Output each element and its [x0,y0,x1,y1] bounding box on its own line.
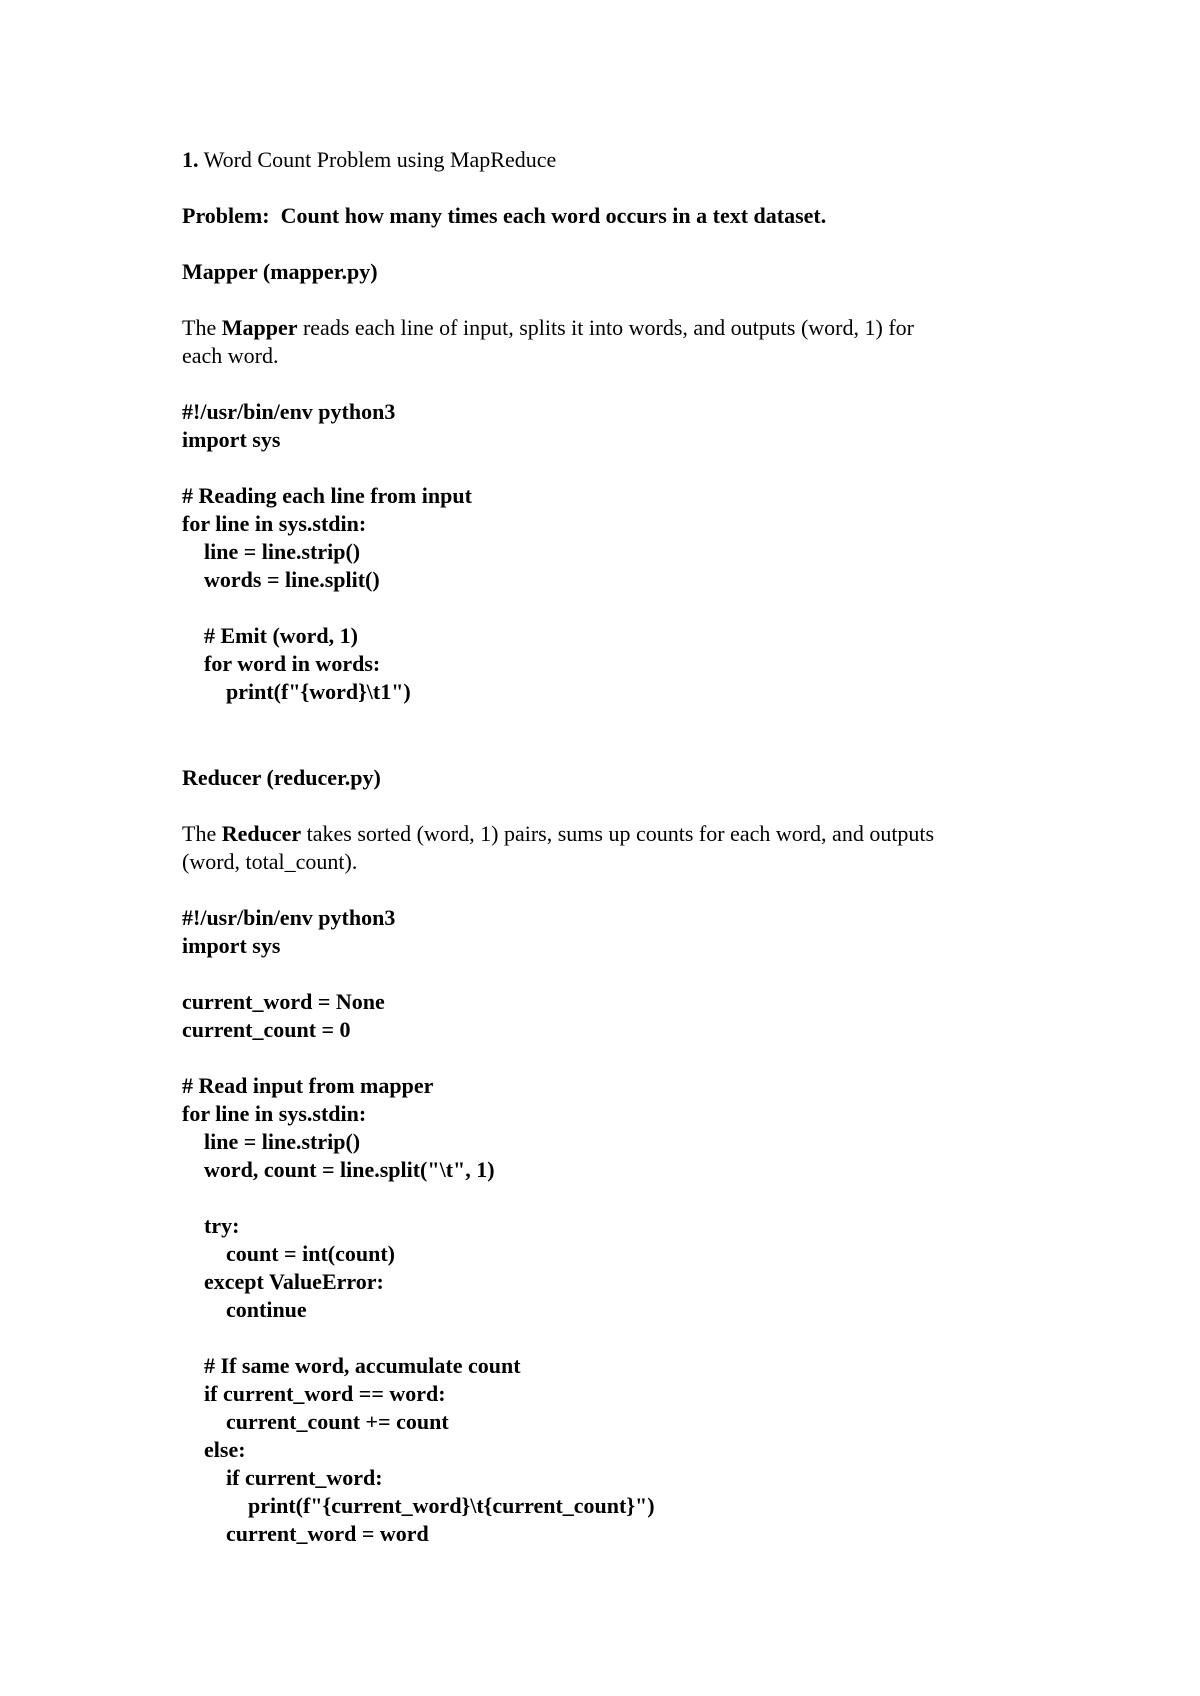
reducer-code-line: word, count = line.split("\t", 1) [182,1157,495,1182]
reducer-code-line: if current_word == word: [182,1381,446,1406]
reducer-code-line: current_count = 0 [182,1017,351,1042]
mapper-code-line: line = line.strip() [182,539,361,564]
reducer-code-line: #!/usr/bin/env python3 [182,905,396,930]
mapper-code-line: # Emit (word, 1) [182,623,358,648]
mapper-code-line: # Reading each line from input [182,483,472,508]
reducer-code-line: line = line.strip() [182,1129,361,1154]
reducer-desc-pre: The [182,821,222,846]
mapper-desc-pre: The [182,315,222,340]
mapper-code-line: words = line.split() [182,567,380,592]
reducer-code-line: for line in sys.stdin: [182,1101,367,1126]
problem-statement: Problem: Count how many times each word occurs in a text dataset. [182,203,827,228]
reducer-code-line: # If same word, accumulate count [182,1353,521,1378]
reducer-code-line: if current_word: [182,1465,383,1490]
mapper-desc-bold: Mapper [221,315,298,340]
reducer-code-line: count = int(count) [182,1241,395,1266]
reducer-description-line2: (word, total_count). [182,849,358,874]
reducer-code-line: # Read input from mapper [182,1073,434,1098]
reducer-code-line: current_count += count [182,1409,449,1434]
reducer-code-line: print(f"{current_word}\t{current_count}") [182,1493,655,1518]
mapper-code-line: #!/usr/bin/env python3 [182,399,396,424]
reducer-desc-post: takes sorted (word, 1) pairs, sums up counts for each word, and outputs [301,821,935,846]
mapper-description-line2: each word. [182,343,279,368]
reducer-code-line: current_word = word [182,1521,429,1546]
reducer-code-line: current_word = None [182,989,385,1014]
mapper-code-line: print(f"{word}\t1") [182,679,411,704]
reducer-code-line: except ValueError: [182,1269,384,1294]
section-number: 1. [182,147,199,172]
mapper-description [182,314,914,342]
mapper-code-line: for word in words: [182,651,381,676]
section-heading [182,146,556,174]
reducer-code-line: try: [182,1213,240,1238]
reducer-heading: Reducer (reducer.py) [182,765,381,790]
reducer-code-line: continue [182,1297,307,1322]
mapper-heading: Mapper (mapper.py) [182,259,378,284]
mapper-code-line: import sys [182,427,281,452]
mapper-desc-post: reads each line of input, splits it into words, and outputs (word, 1) for [297,315,914,340]
mapper-code-line: for line in sys.stdin: [182,511,367,536]
reducer-code-line: import sys [182,933,281,958]
reducer-code-line: else: [182,1437,246,1462]
reducer-desc-bold: Reducer [221,821,302,846]
reducer-description [182,820,934,848]
section-title: Word Count Problem using MapReduce [198,147,557,172]
